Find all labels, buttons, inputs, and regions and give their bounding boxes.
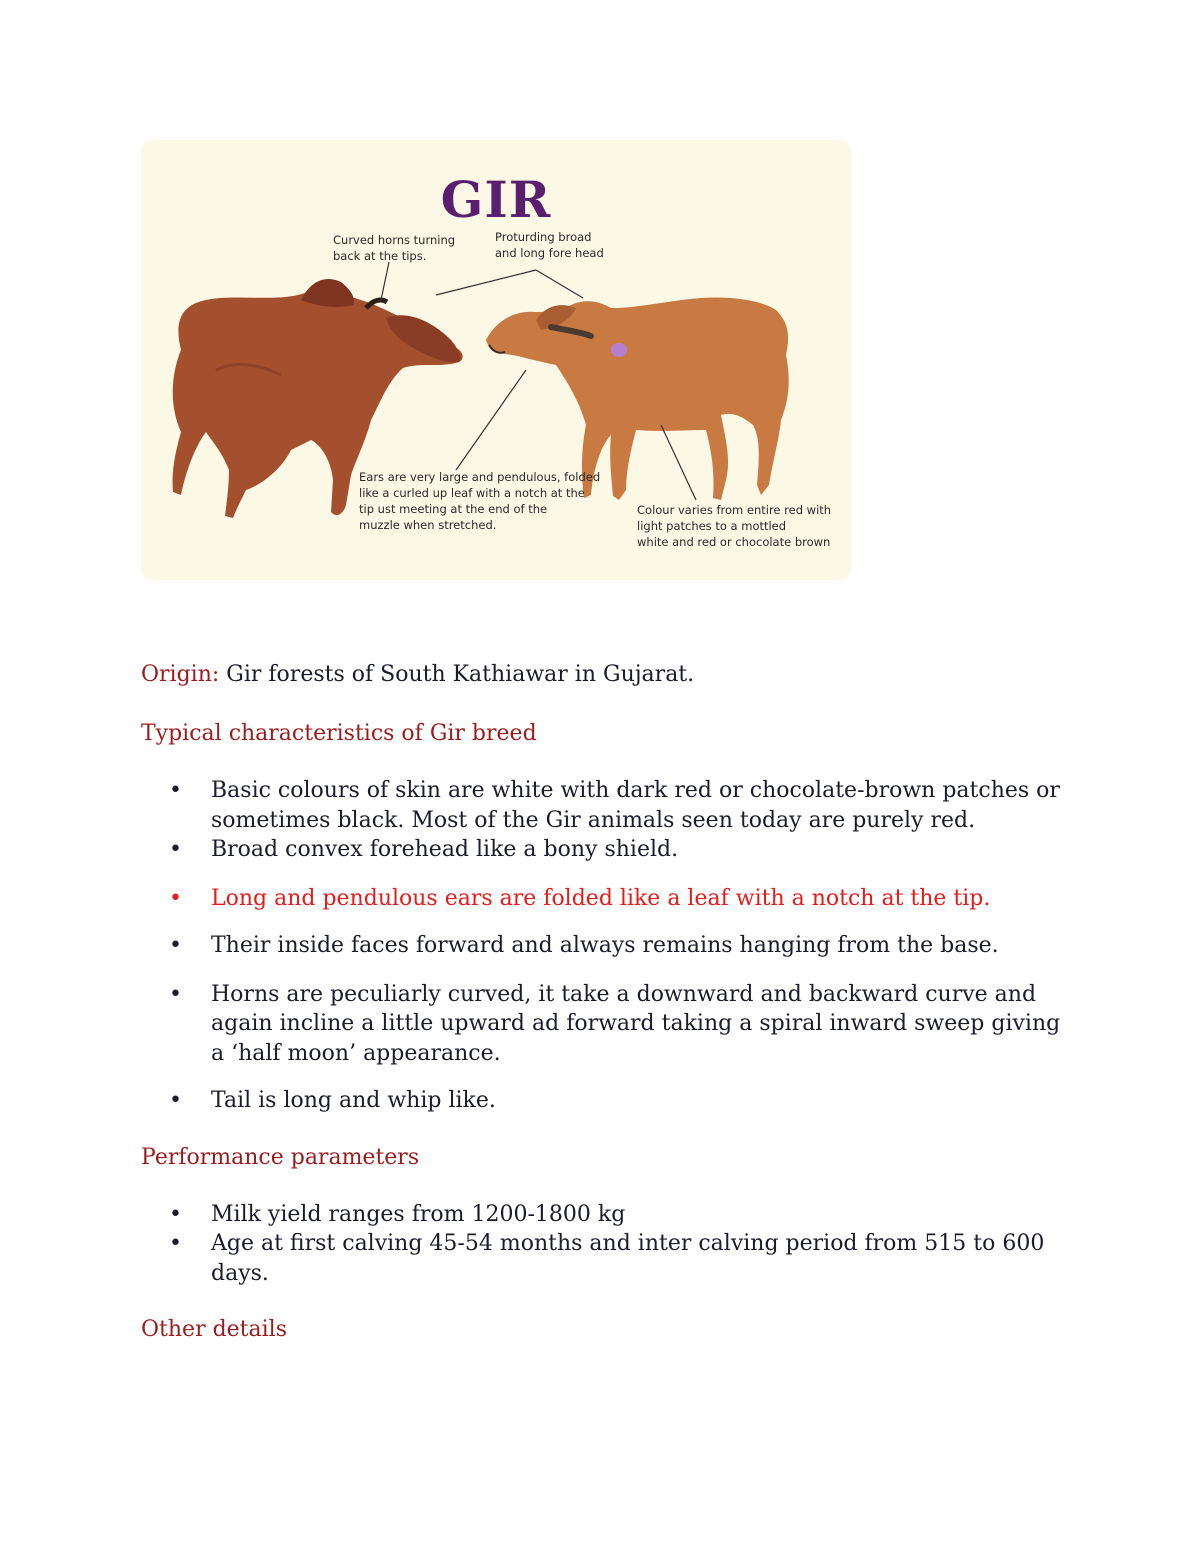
horns-annotation: Curved horns turning back at the tips. <box>333 233 456 263</box>
performance-heading: Performance parameters <box>141 1144 420 1170</box>
origin-text: Gir forests of South Kathiawar in Gujarat. <box>226 662 695 687</box>
other-details-heading: Other details <box>141 1317 287 1342</box>
list-item <box>141 1200 1071 1230</box>
characteristics-list <box>141 776 1071 1116</box>
list-item-text: Broad convex forehead like a bony shield. <box>211 837 679 862</box>
document-body <box>141 660 1071 1345</box>
bullet: • <box>169 1201 182 1227</box>
figure-title: GIR <box>440 170 552 229</box>
list-item <box>141 1229 1071 1288</box>
list-item-text: Tail is long and whip like. <box>211 1088 496 1113</box>
bullet: • <box>169 837 182 862</box>
ears-annotation: Ears are very large and pendulous, folded like a curled up leaf with a notch at the tip ust meeting at the end of the muzzle when stretched. <box>359 470 601 532</box>
origin-paragraph <box>141 660 1071 690</box>
list-item-text: Their inside faces forward and always remains hanging from the base. <box>211 933 999 958</box>
list-item <box>141 776 1071 835</box>
list-item-text: Horns are peculiarly curved, it take a downward and backward curve and again incline a little upward ad forward taking a spiral inward sweep giving a ‘half moon’ appearance. <box>211 981 1061 1066</box>
gir-breed-figure <box>141 140 851 580</box>
list-item <box>141 931 1071 961</box>
origin-label: Origin: <box>141 662 220 687</box>
list-item-highlighted <box>141 884 1071 914</box>
bullet: • <box>169 981 182 1007</box>
bullet: • <box>169 885 182 911</box>
colour-annotation: Colour varies from entire red with light patches to a mottled white and red or chocolate brown <box>637 503 832 549</box>
bullet: • <box>169 933 182 958</box>
bullet: • <box>169 1231 182 1256</box>
list-item-text: Long and pendulous ears are folded like a leaf with a notch at the tip. <box>211 885 991 911</box>
list-item <box>141 980 1071 1069</box>
list-item <box>141 1086 1071 1116</box>
list-item-text: Basic colours of skin are white with dark red or chocolate-brown patches or sometimes black. Most of the Gir animals seen today are purely red. <box>211 778 1060 833</box>
forehead-annotation: Proturding broad and long fore head <box>495 230 604 260</box>
characteristics-heading: Typical characteristics of Gir breed <box>141 721 537 746</box>
list-item-text: Age at first calving 45-54 months and inter calving period from 515 to 600 days. <box>211 1231 1045 1286</box>
list-item <box>141 835 1071 865</box>
performance-list <box>141 1200 1071 1289</box>
bullet: • <box>169 1088 182 1113</box>
bullet: • <box>169 778 182 803</box>
list-item-text: Milk yield ranges from 1200-1800 kg <box>211 1201 626 1227</box>
